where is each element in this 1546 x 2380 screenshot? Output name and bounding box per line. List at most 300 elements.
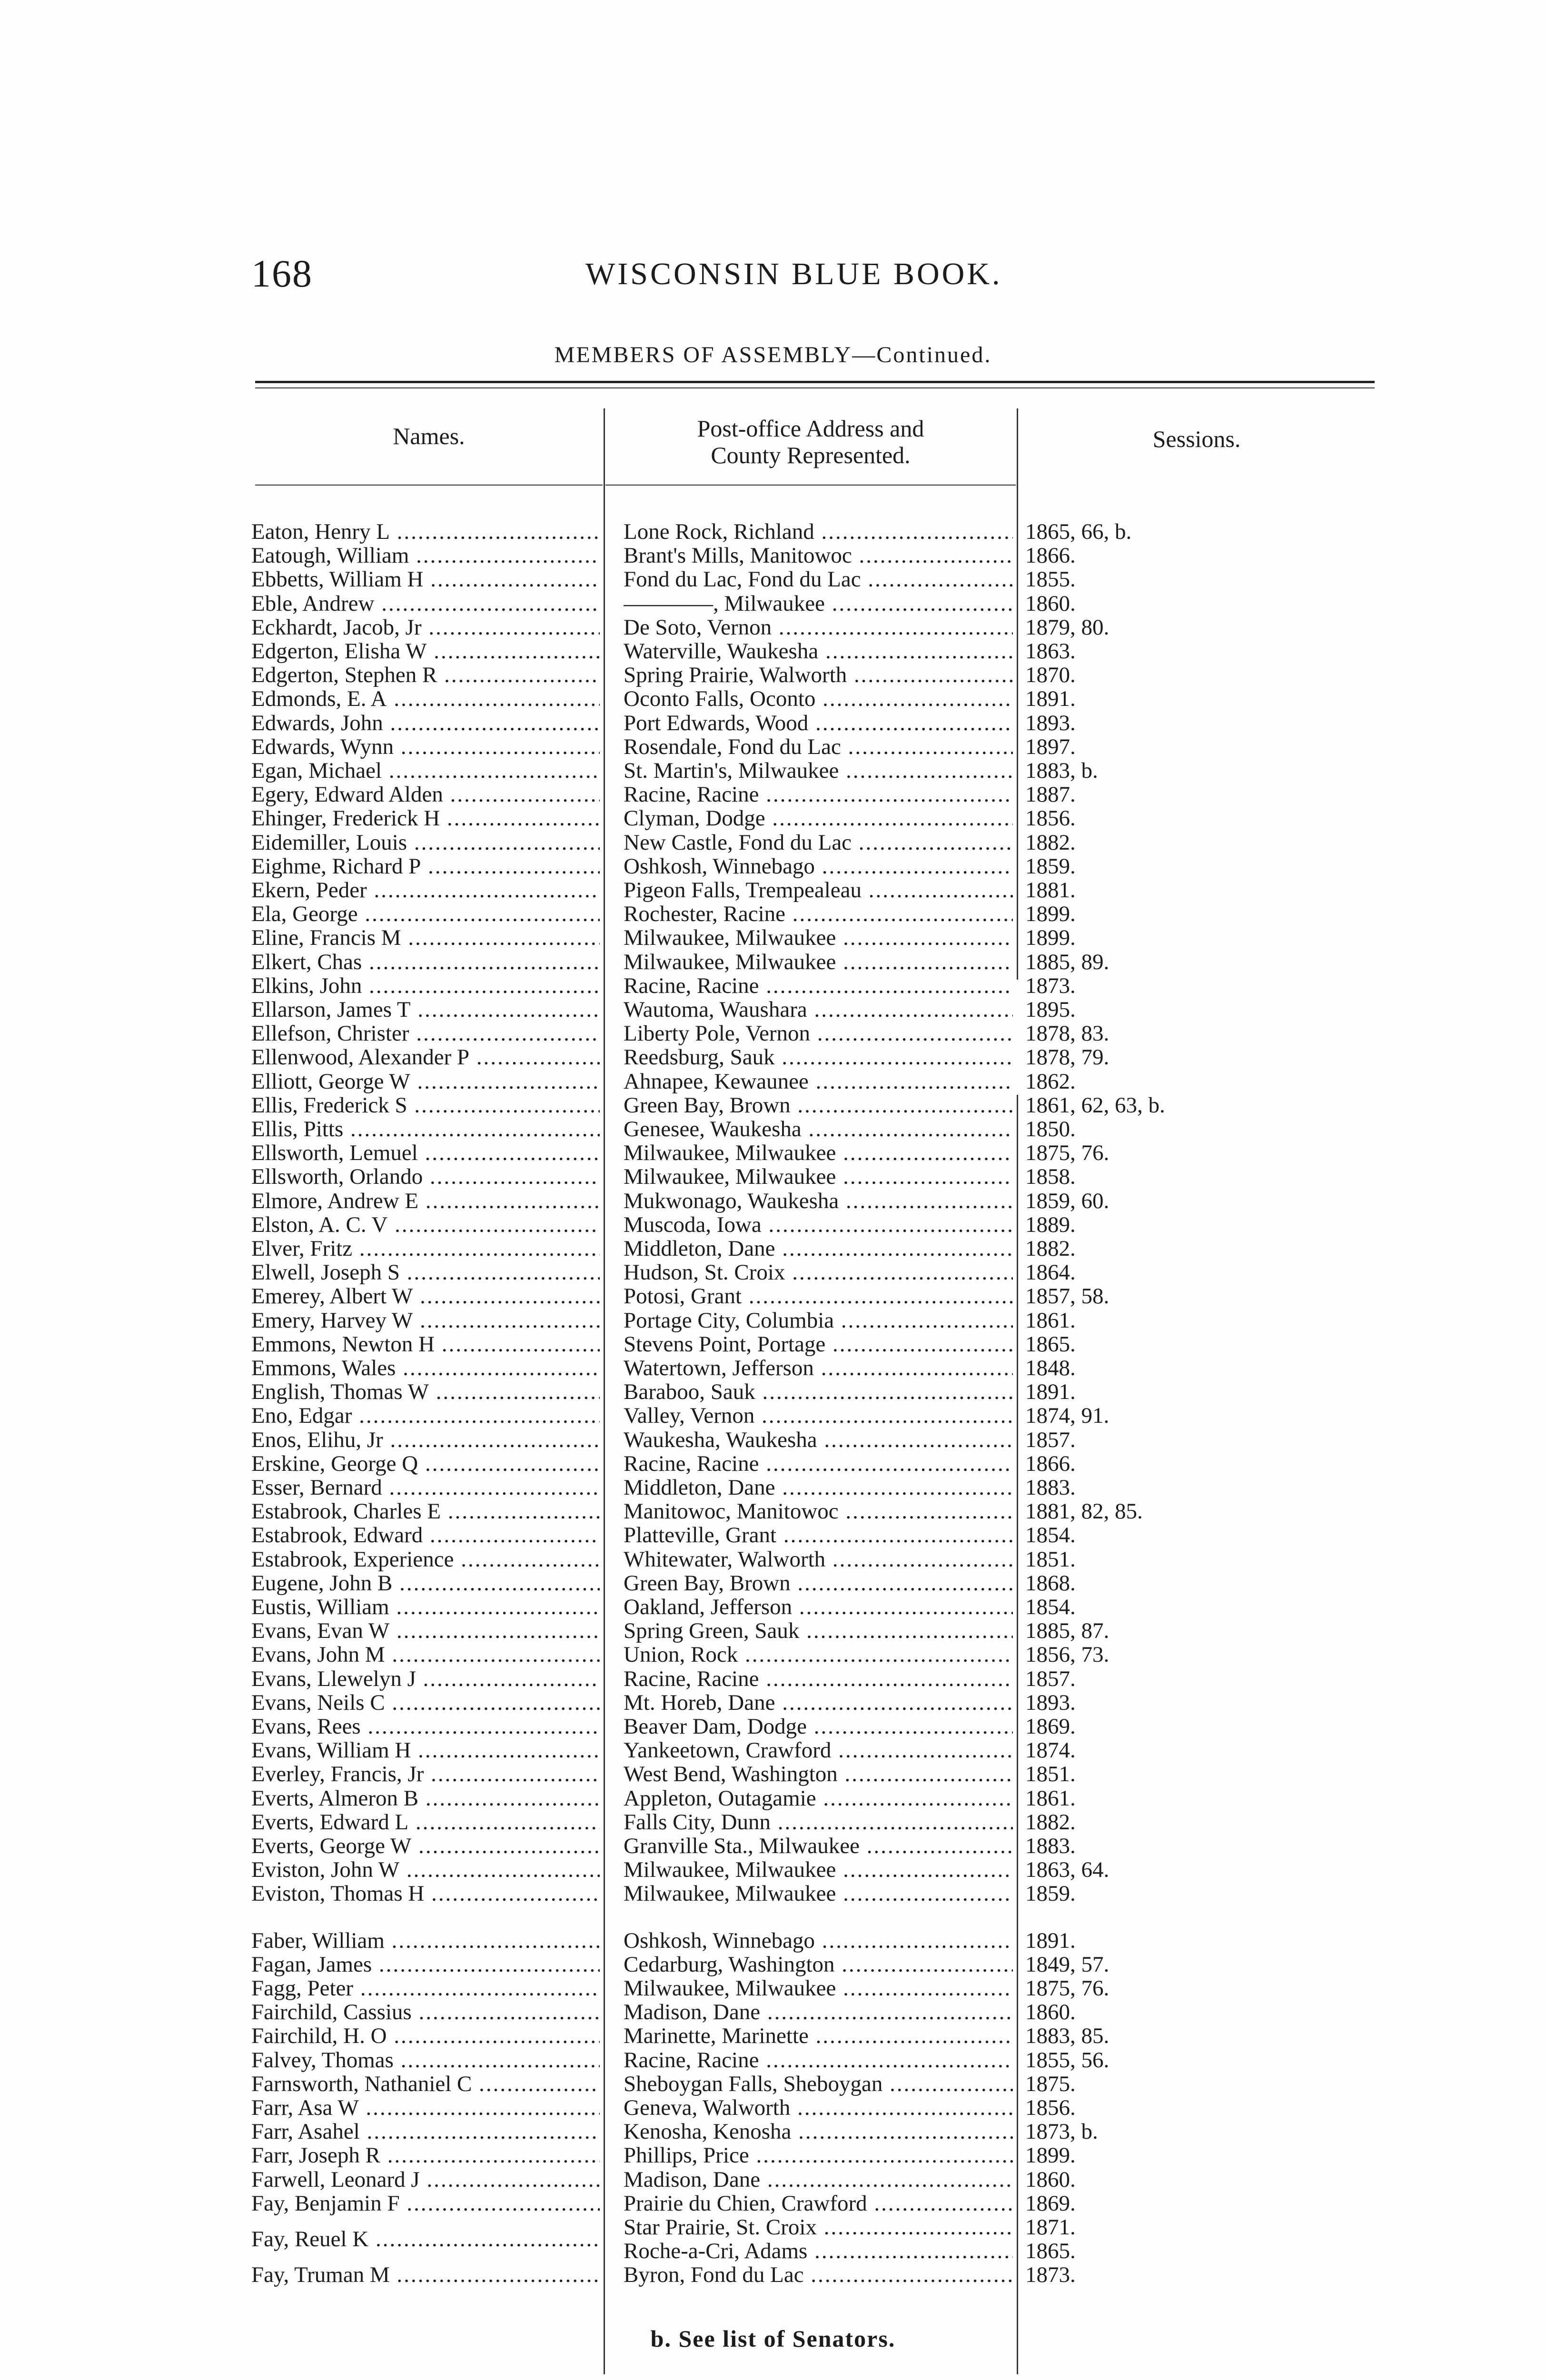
sessions: 1882.: [1025, 831, 1076, 854]
table-row: [0, 2048, 1546, 2072]
sessions: 1859.: [1025, 1882, 1076, 1905]
table-row: [0, 1332, 1546, 1356]
post-office-county: Oakland, Jefferson .....: [624, 1595, 1013, 1619]
post-office-county: New Castle, Fond du Lac .....: [624, 831, 1013, 854]
sessions: 1883, b.: [1025, 759, 1098, 783]
sessions: 1856, 73.: [1025, 1643, 1110, 1666]
sessions: 1899.: [1025, 2143, 1076, 2167]
table-title: MEMBERS OF ASSEMBLY—Continued.: [554, 342, 992, 367]
table-row: [0, 1834, 1546, 1858]
post-office-county: Roche-a-Cri, Adams .....: [624, 2239, 1013, 2263]
table-row: [0, 902, 1546, 926]
member-name: Emerey, Albert W .....: [251, 1284, 600, 1308]
page-number: 168: [251, 252, 313, 295]
post-office-county: Potosi, Grant .....: [624, 1284, 1013, 1308]
sessions: 1868.: [1025, 1571, 1076, 1595]
post-office-county: Oshkosh, Winnebago .....: [624, 854, 1013, 878]
sessions: 1866.: [1025, 1452, 1076, 1476]
member-name: Ellis, Frederick S .....: [251, 1093, 600, 1117]
post-office-county: Waukesha, Waukesha .....: [624, 1428, 1013, 1452]
member-name: Elwell, Joseph S .....: [251, 1260, 600, 1284]
table-row: [0, 567, 1546, 591]
member-name: Eighme, Richard P .....: [251, 854, 600, 878]
table-row: [0, 1762, 1546, 1786]
table-row: [0, 639, 1546, 663]
table-row: [0, 1499, 1546, 1523]
member-name: Enos, Elihu, Jr .....: [251, 1428, 600, 1452]
post-office-county: ————, Milwaukee .....: [624, 592, 1013, 615]
table-row: [0, 1953, 1546, 1976]
sessions: 1885, 87.: [1025, 1619, 1110, 1643]
member-name: Fay, Truman M .....: [251, 2263, 600, 2287]
member-name: Fagg, Peter .....: [251, 1976, 600, 2000]
table-row: [0, 1976, 1546, 2000]
table-row: [0, 1643, 1546, 1666]
sessions: 1866.: [1025, 544, 1076, 567]
sessions: 1875, 76.: [1025, 1976, 1110, 2000]
member-name: Ela, George .....: [251, 902, 600, 926]
post-office-county: Yankeetown, Crawford .....: [624, 1738, 1013, 1762]
member-name: Evans, Neils C .....: [251, 1691, 600, 1715]
table-row: [0, 783, 1546, 806]
member-name: Fagan, James .....: [251, 1953, 600, 1976]
post-office-county: West Bend, Washington .....: [624, 1762, 1013, 1786]
member-name: Fay, Benjamin F .....: [251, 2192, 600, 2215]
member-name: Emery, Harvey W .....: [251, 1309, 600, 1332]
table-row: [0, 1045, 1546, 1069]
sessions: 1860.: [1025, 2000, 1076, 2024]
table-row: [0, 1523, 1546, 1547]
post-office-county: Marinette, Marinette .....: [624, 2024, 1013, 2048]
column-header-names: Names.: [393, 423, 465, 449]
post-office-county: Milwaukee, Milwaukee .....: [624, 1858, 1013, 1882]
sessions: 1856.: [1025, 2096, 1076, 2120]
post-office-county: Mt. Horeb, Dane .....: [624, 1691, 1013, 1715]
post-office-county: Racine, Racine .....: [624, 2048, 1013, 2072]
post-office-county: Milwaukee, Milwaukee .....: [624, 950, 1013, 974]
sessions: 1854.: [1025, 1595, 1076, 1619]
post-office-county: Middleton, Dane .....: [624, 1237, 1013, 1260]
member-name: Egan, Michael .....: [251, 759, 600, 783]
post-office-county: Oconto Falls, Oconto .....: [624, 687, 1013, 711]
post-office-county: Portage City, Columbia .....: [624, 1309, 1013, 1332]
sessions: 1860.: [1025, 2168, 1076, 2192]
member-name: Ellarson, James T .....: [251, 998, 600, 1021]
sessions: 1860.: [1025, 592, 1076, 615]
member-name: Eckhardt, Jacob, Jr .....: [251, 615, 600, 639]
sessions: 1881, 82, 85.: [1025, 1499, 1143, 1523]
sessions: 1858.: [1025, 1165, 1076, 1189]
table-row: [0, 1237, 1546, 1260]
post-office-county: Brant's Mills, Manitowoc .....: [624, 544, 1013, 567]
post-office-county: Union, Rock .....: [624, 1643, 1013, 1666]
post-office-county: Sheboygan Falls, Sheboygan .....: [624, 2072, 1013, 2096]
sessions: 1897.: [1025, 735, 1076, 759]
post-office-county: Racine, Racine .....: [624, 1452, 1013, 1476]
member-name: Eviston, John W .....: [251, 1858, 600, 1882]
table-row: [0, 687, 1546, 711]
member-name: Ellsworth, Orlando .....: [251, 1165, 600, 1189]
member-name: Estabrook, Experience .....: [251, 1547, 600, 1571]
post-office-county: Milwaukee, Milwaukee .....: [624, 1165, 1013, 1189]
member-name: Evans, Evan W .....: [251, 1619, 600, 1643]
post-office-county: Madison, Dane .....: [624, 2000, 1013, 2024]
sessions: 1885, 89.: [1025, 950, 1110, 974]
member-name: Ekern, Peder .....: [251, 878, 600, 902]
table-row: [0, 2000, 1546, 2024]
table-row: [0, 1738, 1546, 1762]
sessions: 1871.: [1025, 2215, 1076, 2239]
table-row: [0, 615, 1546, 639]
post-office-county: Byron, Fond du Lac .....: [624, 2263, 1013, 2287]
column-header-sessions: Sessions.: [1152, 426, 1241, 452]
sessions: 1875, 76.: [1025, 1141, 1110, 1165]
post-office-county: Muscoda, Iowa .....: [624, 1213, 1013, 1237]
table-row: [0, 1619, 1546, 1643]
table-row: [0, 2096, 1546, 2120]
member-name: Ellsworth, Lemuel .....: [251, 1141, 600, 1165]
sessions: 1859.: [1025, 854, 1076, 878]
sessions: 1883, 85.: [1025, 2024, 1110, 2048]
table-row: [0, 1213, 1546, 1237]
post-office-county: Milwaukee, Milwaukee .....: [624, 1976, 1013, 2000]
sessions: 1862.: [1025, 1070, 1076, 1093]
sessions: 1874, 91.: [1025, 1404, 1110, 1428]
post-office-county: Appleton, Outagamie .....: [624, 1786, 1013, 1810]
member-name: Evans, Llewelyn J .....: [251, 1667, 600, 1691]
member-name: Eno, Edgar .....: [251, 1404, 600, 1428]
post-office-county: Racine, Racine .....: [624, 974, 1013, 998]
table-row: [0, 1929, 1546, 1953]
post-office-county: Oshkosh, Winnebago .....: [624, 1929, 1013, 1953]
post-office-county: St. Martin's, Milwaukee .....: [624, 759, 1013, 783]
member-name: Estabrook, Charles E .....: [251, 1499, 600, 1523]
sessions: 1883.: [1025, 1834, 1076, 1858]
member-name: Fay, Reuel K .....: [251, 2227, 600, 2251]
column-header-post-line2: County Represented.: [711, 442, 911, 468]
table-row: [0, 1452, 1546, 1476]
post-office-county: Madison, Dane .....: [624, 2168, 1013, 2192]
table-row: [0, 1882, 1546, 1905]
post-office-county: Genesee, Waukesha .....: [624, 1117, 1013, 1141]
footnote: b. See list of Senators.: [650, 2325, 896, 2352]
sessions: 1864.: [1025, 1260, 1076, 1284]
member-name: Esser, Bernard .....: [251, 1476, 600, 1499]
header-underline-names: [255, 485, 603, 486]
table-row: [0, 711, 1546, 735]
sessions: 1856.: [1025, 806, 1076, 830]
member-name: Ellefson, Christer .....: [251, 1021, 600, 1045]
member-name: Everts, Almeron B .....: [251, 1786, 600, 1810]
sessions: 1887.: [1025, 783, 1076, 806]
post-office-county: Falls City, Dunn .....: [624, 1810, 1013, 1834]
table-row: [0, 1093, 1546, 1117]
sessions: 1874.: [1025, 1738, 1076, 1762]
post-office-county: Milwaukee, Milwaukee .....: [624, 1141, 1013, 1165]
member-name: Eaton, Henry L .....: [251, 520, 600, 544]
member-name: Eble, Andrew .....: [251, 592, 600, 615]
table-row: [0, 1691, 1546, 1715]
sessions: 1873.: [1025, 2263, 1076, 2287]
post-office-county: Port Edwards, Wood .....: [624, 711, 1013, 735]
sessions: 1893.: [1025, 1691, 1076, 1715]
table-row: [0, 1715, 1546, 1738]
sessions: 1865.: [1025, 2239, 1076, 2263]
sessions: 1895.: [1025, 998, 1076, 1021]
member-name: Evans, John M .....: [251, 1643, 600, 1666]
table-row: [0, 1117, 1546, 1141]
table-row: [0, 1667, 1546, 1691]
table-row: [0, 2143, 1546, 2167]
member-name: Edgerton, Stephen R .....: [251, 663, 600, 687]
sessions: 1882.: [1025, 1810, 1076, 1834]
member-name: Falvey, Thomas .....: [251, 2048, 600, 2072]
post-office-county: Granville Sta., Milwaukee .....: [624, 1834, 1013, 1858]
sessions: 1857.: [1025, 1428, 1076, 1452]
member-name: Farwell, Leonard J .....: [251, 2168, 600, 2192]
sessions: 1873, b.: [1025, 2120, 1098, 2143]
post-office-county: Green Bay, Brown .....: [624, 1571, 1013, 1595]
member-name: Elkert, Chas .....: [251, 950, 600, 974]
member-name: Eidemiller, Louis .....: [251, 831, 600, 854]
sessions: 1851.: [1025, 1547, 1076, 1571]
member-name: Elston, A. C. V .....: [251, 1213, 600, 1237]
sessions: 1869.: [1025, 1715, 1076, 1738]
post-office-county: Wautoma, Waushara .....: [624, 998, 1013, 1021]
post-office-county: Liberty Pole, Vernon .....: [624, 1021, 1013, 1045]
sessions: 1855, 56.: [1025, 2048, 1110, 2072]
post-office-county: Stevens Point, Portage .....: [624, 1332, 1013, 1356]
sessions: 1849, 57.: [1025, 1953, 1110, 1976]
post-office-county: Racine, Racine .....: [624, 1667, 1013, 1691]
table-row: [0, 2072, 1546, 2096]
table-row: [0, 663, 1546, 687]
sessions: 1870.: [1025, 663, 1076, 687]
table-row: [0, 1404, 1546, 1428]
sessions: 1861.: [1025, 1786, 1076, 1810]
table-row: [0, 878, 1546, 902]
table-row: [0, 950, 1546, 974]
table-row: [0, 1571, 1546, 1595]
member-name: Edmonds, E. A .....: [251, 687, 600, 711]
sessions: 1857.: [1025, 1667, 1076, 1691]
post-office-county: Rochester, Racine .....: [624, 902, 1013, 926]
member-name: Elliott, George W .....: [251, 1070, 600, 1093]
member-name: Farr, Joseph R .....: [251, 2143, 600, 2167]
post-office-county: Racine, Racine .....: [624, 783, 1013, 806]
sessions: 1893.: [1025, 711, 1076, 735]
table-rule-thick: [255, 381, 1375, 383]
member-name: Eustis, William .....: [251, 1595, 600, 1619]
member-name: Farnsworth, Nathaniel C .....: [251, 2072, 600, 2096]
sessions: 1854.: [1025, 1523, 1076, 1547]
post-office-county: Clyman, Dodge .....: [624, 806, 1013, 830]
member-name: Ehinger, Frederick H .....: [251, 806, 600, 830]
member-name: Everley, Francis, Jr .....: [251, 1762, 600, 1786]
member-name: Fairchild, Cassius .....: [251, 2000, 600, 2024]
sessions: 1878, 83.: [1025, 1021, 1110, 1045]
post-office-county: Star Prairie, St. Croix .....: [624, 2215, 1013, 2239]
post-office-county: Milwaukee, Milwaukee .....: [624, 926, 1013, 950]
table-row: [0, 2120, 1546, 2143]
sessions: 1883.: [1025, 1476, 1076, 1499]
sessions: 1863, 64.: [1025, 1858, 1110, 1882]
table-row: [0, 926, 1546, 950]
table-row: [0, 806, 1546, 830]
table-row: [0, 998, 1546, 1021]
post-office-county: Beaver Dam, Dodge .....: [624, 1715, 1013, 1738]
table-row: [0, 735, 1546, 759]
table-row: [0, 2263, 1546, 2287]
table-row: [0, 1356, 1546, 1380]
post-office-county: Baraboo, Sauk .....: [624, 1380, 1013, 1404]
table-row: [0, 1070, 1546, 1093]
post-office-county: Kenosha, Kenosha .....: [624, 2120, 1013, 2143]
column-header-post-line1: Post-office Address and: [697, 415, 924, 442]
sessions: 1865, 66, b.: [1025, 520, 1132, 544]
post-office-county: Milwaukee, Milwaukee .....: [624, 1882, 1013, 1905]
member-name: Ellenwood, Alexander P .....: [251, 1045, 600, 1069]
table-row: [0, 1810, 1546, 1834]
table-row: [0, 544, 1546, 567]
post-office-county: Reedsburg, Sauk .....: [624, 1045, 1013, 1069]
post-office-county: Whitewater, Walworth .....: [624, 1547, 1013, 1571]
sessions: 1882.: [1025, 1237, 1076, 1260]
member-name: Ellis, Pitts .....: [251, 1117, 600, 1141]
member-name: Egery, Edward Alden .....: [251, 783, 600, 806]
member-name: Eatough, William .....: [251, 544, 600, 567]
table-row: [0, 759, 1546, 783]
table-row: [0, 2192, 1546, 2215]
post-office-county: Ahnapee, Kewaunee .....: [624, 1070, 1013, 1093]
post-office-county: Fond du Lac, Fond du Lac .....: [624, 567, 1013, 591]
table-row: [0, 520, 1546, 544]
table-row: [0, 854, 1546, 878]
post-office-county: Prairie du Chien, Crawford .....: [624, 2192, 1013, 2215]
member-name: Eline, Francis M .....: [251, 926, 600, 950]
post-office-county: Waterville, Waukesha .....: [624, 639, 1013, 663]
member-name: Everts, George W .....: [251, 1834, 600, 1858]
sessions: 1855.: [1025, 567, 1076, 591]
sessions: 1859, 60.: [1025, 1189, 1110, 1213]
post-office-county: Phillips, Price .....: [624, 2143, 1013, 2167]
sessions: 1851.: [1025, 1762, 1076, 1786]
sessions: 1865.: [1025, 1332, 1076, 1356]
sessions: 1848.: [1025, 1356, 1076, 1380]
member-name: Elver, Fritz .....: [251, 1237, 600, 1260]
post-office-county: Valley, Vernon .....: [624, 1404, 1013, 1428]
member-name: Everts, Edward L .....: [251, 1810, 600, 1834]
running-head: WISCONSIN BLUE BOOK.: [585, 257, 1002, 291]
table-row: [0, 2024, 1546, 2048]
member-name: Eviston, Thomas H .....: [251, 1882, 600, 1905]
header-underline-post: [605, 485, 1016, 486]
post-office-county: Spring Green, Sauk .....: [624, 1619, 1013, 1643]
post-office-county: Pigeon Falls, Trempealeau .....: [624, 878, 1013, 902]
table-row: [0, 1021, 1546, 1045]
table-row: [0, 974, 1546, 998]
table-row: [0, 1428, 1546, 1452]
table-row: [0, 1260, 1546, 1284]
member-name: Edwards, John .....: [251, 711, 600, 735]
member-name: English, Thomas W .....: [251, 1380, 600, 1404]
member-name: Fairchild, H. O .....: [251, 2024, 600, 2048]
sessions: 1899.: [1025, 926, 1076, 950]
post-office-county: Spring Prairie, Walworth .....: [624, 663, 1013, 687]
sessions: 1879, 80.: [1025, 615, 1110, 639]
table-row: [0, 592, 1546, 615]
sessions: 1899.: [1025, 902, 1076, 926]
member-name: Evans, Rees .....: [251, 1715, 600, 1738]
post-office-county: Middleton, Dane .....: [624, 1476, 1013, 1499]
member-name: Edgerton, Elisha W .....: [251, 639, 600, 663]
member-name: Elkins, John .....: [251, 974, 600, 998]
sessions: 1861.: [1025, 1309, 1076, 1332]
member-name: Eugene, John B .....: [251, 1571, 600, 1595]
post-office-county: Green Bay, Brown .....: [624, 1093, 1013, 1117]
member-name: Farr, Asahel .....: [251, 2120, 600, 2143]
sessions: 1857, 58.: [1025, 1284, 1110, 1308]
column-header-post-office: [605, 415, 1016, 468]
table-row: [0, 1141, 1546, 1165]
table-rule-thin: [255, 387, 1375, 388]
member-name: Evans, William H .....: [251, 1738, 600, 1762]
member-name: Farr, Asa W .....: [251, 2096, 600, 2120]
post-office-county: Watertown, Jefferson .....: [624, 1356, 1013, 1380]
sessions: 1891.: [1025, 687, 1076, 711]
table-row: [0, 1786, 1546, 1810]
sessions: 1850.: [1025, 1117, 1076, 1141]
sessions: 1869.: [1025, 2192, 1076, 2215]
table-row: [0, 1284, 1546, 1308]
member-name: Erskine, George Q .....: [251, 1452, 600, 1476]
table-row: [0, 1189, 1546, 1213]
table-row: [0, 1380, 1546, 1404]
sessions: 1891.: [1025, 1380, 1076, 1404]
post-office-county: Geneva, Walworth .....: [624, 2096, 1013, 2120]
sessions: 1881.: [1025, 878, 1076, 902]
table-row: [0, 2168, 1546, 2192]
sessions: 1875.: [1025, 2072, 1076, 2096]
post-office-county: Platteville, Grant .....: [624, 1523, 1013, 1547]
table-row: [0, 1476, 1546, 1499]
table-row: [0, 1309, 1546, 1332]
sessions: 1878, 79.: [1025, 1045, 1110, 1069]
member-name: Emmons, Newton H .....: [251, 1332, 600, 1356]
member-name: Elmore, Andrew E .....: [251, 1189, 600, 1213]
post-office-county: Hudson, St. Croix .....: [624, 1260, 1013, 1284]
post-office-county: Mukwonago, Waukesha .....: [624, 1189, 1013, 1213]
member-name: Estabrook, Edward .....: [251, 1523, 600, 1547]
table-row: [0, 831, 1546, 854]
sessions: 1891.: [1025, 1929, 1076, 1953]
sessions: 1873.: [1025, 974, 1076, 998]
table-row: [0, 2239, 1546, 2263]
post-office-county: Manitowoc, Manitowoc .....: [624, 1499, 1013, 1523]
sessions: 1863.: [1025, 639, 1076, 663]
post-office-county: Cedarburg, Washington .....: [624, 1953, 1013, 1976]
member-name: Faber, William .....: [251, 1929, 600, 1953]
post-office-county: Rosendale, Fond du Lac .....: [624, 735, 1013, 759]
table-row: [0, 1165, 1546, 1189]
member-name: Edwards, Wynn .....: [251, 735, 600, 759]
sessions: 1861, 62, 63, b.: [1025, 1093, 1165, 1117]
member-name: Ebbetts, William H .....: [251, 567, 600, 591]
post-office-county: De Soto, Vernon .....: [624, 615, 1013, 639]
sessions: 1889.: [1025, 1213, 1076, 1237]
member-name: Emmons, Wales .....: [251, 1356, 600, 1380]
post-office-county: Lone Rock, Richland .....: [624, 520, 1013, 544]
